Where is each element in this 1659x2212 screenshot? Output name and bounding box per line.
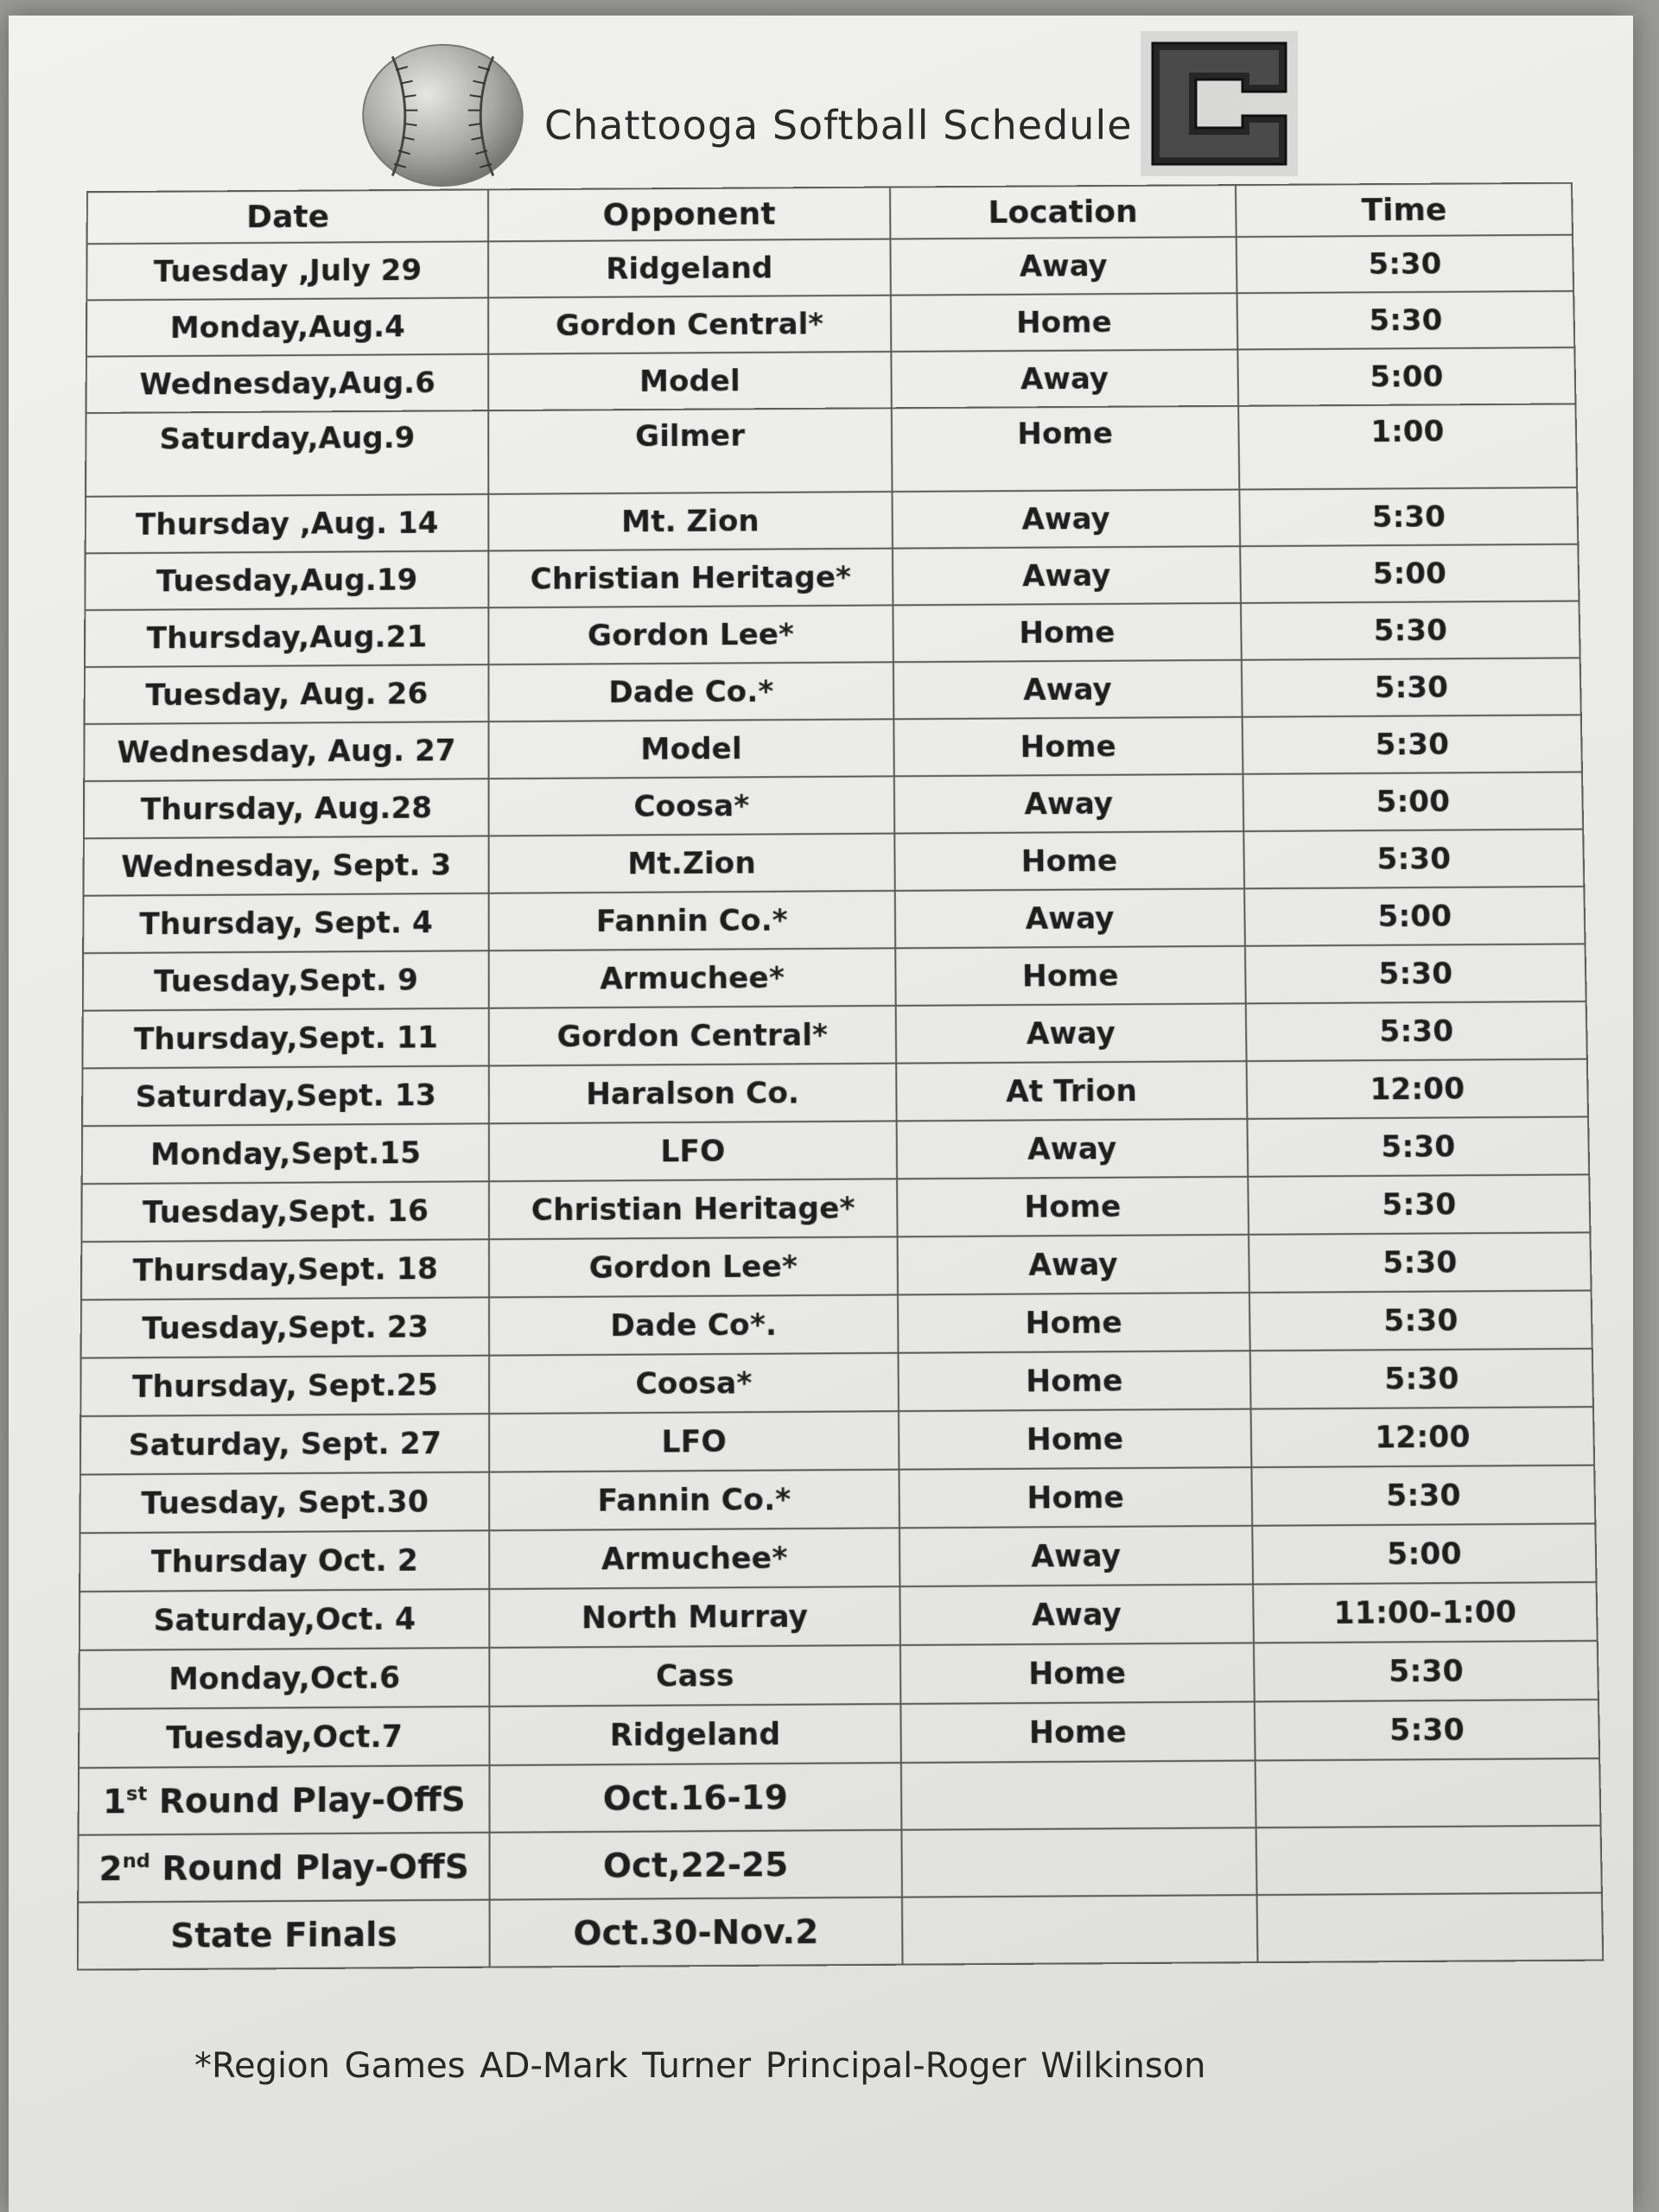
cell-date: Thursday ,Aug. 14	[86, 494, 489, 554]
cell-location: Home	[891, 293, 1238, 352]
cell-opponent: Christian Heritage*	[489, 549, 893, 608]
cell-time: 5:30	[1254, 1641, 1599, 1701]
column-header-location: Location	[890, 185, 1236, 238]
cell-location: Away	[892, 490, 1240, 549]
cell-round-dates: Oct.16-19	[490, 1763, 901, 1833]
cell-opponent: Ridgeland	[490, 1704, 901, 1765]
cell-opponent: Model	[489, 719, 894, 779]
cell-location: Away	[893, 546, 1242, 605]
cell-opponent: Coosa*	[489, 1353, 898, 1414]
footer-note: *Region Games AD-Mark Turner Principal-Roger Wilkinson	[194, 2046, 1206, 2086]
cell-time: 5:30	[1241, 601, 1580, 660]
cell-time: 5:30	[1243, 830, 1584, 889]
table-row	[86, 347, 1576, 413]
round-label: State Finals	[170, 1914, 397, 1956]
cell-location: Home	[898, 1293, 1250, 1353]
cell-location: Home	[899, 1467, 1252, 1528]
cell-location: Away	[896, 1119, 1248, 1179]
table-row	[82, 1116, 1589, 1184]
cell-location: Away	[893, 660, 1243, 719]
cell-opponent: Armuchee*	[489, 948, 895, 1007]
cell-location: Home	[900, 1643, 1255, 1704]
cell-time: 11:00-1:00	[1253, 1582, 1598, 1643]
cell-time: 5:30	[1245, 944, 1586, 1003]
cell-date: Saturday, Sept. 27	[80, 1414, 490, 1474]
cell-opponent: Mt. Zion	[489, 492, 893, 551]
cell-time: 5:00	[1237, 347, 1575, 406]
table-row	[82, 1059, 1588, 1127]
round-label: Round Play-OffS	[149, 1846, 469, 1889]
table-row	[79, 1582, 1598, 1650]
cell-date: Tuesday,Sept. 9	[83, 950, 489, 1010]
cell-opponent: Dade Co.*	[489, 662, 893, 721]
cell-opponent: LFO	[489, 1121, 897, 1181]
schedule-sheet	[9, 16, 1633, 2212]
round-suffix: st	[126, 1783, 148, 1807]
cell-opponent: North Murray	[490, 1586, 900, 1648]
table-row	[86, 235, 1573, 301]
round-number: 1	[102, 1781, 127, 1821]
cell-opponent: Haralson Co.	[489, 1064, 896, 1124]
cell-location: At Trion	[896, 1061, 1248, 1121]
cell-time: 5:30	[1237, 291, 1575, 350]
table-row	[85, 601, 1580, 668]
header	[9, 16, 1633, 180]
cell-date: Thursday,Sept. 11	[82, 1008, 489, 1069]
cell-opponent: Ridgeland	[488, 239, 890, 298]
table-row	[82, 1001, 1586, 1068]
cell-location: Home	[897, 1177, 1249, 1237]
cell-date: Tuesday,Oct.7	[79, 1707, 490, 1768]
playoff-row	[78, 1893, 1603, 1970]
cell-time: 1:00	[1238, 404, 1577, 489]
cell-date: Monday,Oct.6	[79, 1648, 489, 1709]
table-row	[85, 544, 1579, 610]
table-row	[84, 830, 1585, 896]
cell-location: Away	[890, 237, 1237, 296]
cell-opponent: Gilmer	[489, 408, 893, 494]
cell-location: Home	[898, 1351, 1251, 1411]
cell-empty	[1257, 1893, 1604, 1963]
cell-location: Away	[895, 1003, 1246, 1063]
cell-date: Wednesday,Aug.6	[86, 354, 489, 413]
round-suffix: nd	[122, 1850, 150, 1873]
cell-time: 5:30	[1249, 1291, 1592, 1351]
cell-round-dates: Oct,22-25	[490, 1830, 902, 1900]
cell-date: Wednesday, Aug. 27	[84, 721, 489, 781]
cell-opponent: Fannin Co.*	[490, 1470, 899, 1531]
cell-date: Thursday, Sept.25	[80, 1356, 489, 1416]
table-row	[83, 944, 1586, 1010]
cell-location: Home	[900, 1701, 1255, 1763]
cell-opponent: Christian Heritage*	[489, 1179, 897, 1239]
cell-date: Tuesday, Sept.30	[80, 1472, 490, 1534]
cell-opponent: Gordon Lee*	[489, 605, 893, 664]
cell-date: Saturday,Oct. 4	[79, 1589, 490, 1650]
cell-location: Home	[895, 946, 1246, 1006]
cell-time: 5:00	[1243, 772, 1584, 831]
cell-empty	[1256, 1826, 1602, 1895]
column-header-time: Time	[1236, 183, 1573, 237]
cell-time: 12:00	[1251, 1407, 1594, 1467]
cell-opponent: Gordon Central*	[488, 296, 891, 354]
cell-location: Away	[897, 1235, 1249, 1295]
cell-location: Away	[893, 774, 1243, 834]
table-row	[80, 1465, 1596, 1534]
cell-date: Thursday, Aug.28	[84, 779, 489, 838]
cell-opponent: Mt.Zion	[489, 834, 894, 893]
table-row	[79, 1641, 1598, 1709]
table-row	[81, 1232, 1592, 1300]
cell-time: 5:30	[1248, 1174, 1590, 1234]
cell-date: Thursday,Aug.21	[85, 607, 489, 667]
table-row	[80, 1407, 1594, 1474]
cell-time: 5:00	[1252, 1523, 1596, 1584]
table-row	[86, 487, 1579, 553]
cell-empty	[900, 1761, 1255, 1830]
cell-time: 5:30	[1252, 1465, 1596, 1526]
cell-time: 5:30	[1243, 715, 1582, 774]
cell-time: 5:30	[1239, 487, 1578, 546]
cell-empty	[901, 1827, 1257, 1897]
cell-opponent: Fannin Co.*	[489, 891, 895, 950]
cell-time: 5:30	[1236, 235, 1573, 293]
cell-date: Thursday,Sept. 18	[81, 1239, 489, 1300]
cell-opponent: Dade Co*.	[489, 1295, 898, 1356]
school-logo	[1141, 31, 1298, 176]
cell-location: Away	[891, 349, 1238, 408]
cell-location: Home	[894, 831, 1244, 891]
cell-empty	[1255, 1758, 1601, 1827]
cell-date: Tuesday ,July 29	[86, 241, 488, 300]
cell-location: Home	[891, 406, 1239, 492]
cell-time: 5:30	[1250, 1349, 1593, 1409]
cell-round	[78, 1833, 490, 1903]
header-row	[87, 183, 1573, 245]
page-title: Chattooga Softball Schedule	[544, 102, 1133, 149]
cell-round	[79, 1765, 490, 1835]
cell-location: Home	[893, 717, 1243, 777]
table-row	[79, 1700, 1599, 1768]
cell-date: Tuesday,Aug.19	[85, 551, 488, 611]
cell-location: Home	[893, 603, 1242, 662]
cell-time: 5:30	[1255, 1700, 1599, 1761]
cell-date: Thursday, Sept. 4	[83, 893, 489, 953]
cell-round	[78, 1900, 490, 1970]
cell-time: 5:30	[1246, 1001, 1587, 1061]
cell-date: Tuesday,Sept. 16	[81, 1181, 489, 1242]
cell-empty	[902, 1895, 1258, 1965]
cell-location: Home	[899, 1409, 1252, 1470]
cell-date: Monday,Sept.15	[82, 1123, 490, 1184]
table-row	[86, 404, 1577, 496]
table-row	[85, 658, 1581, 724]
table-row	[79, 1523, 1596, 1592]
cell-time: 5:30	[1242, 658, 1581, 716]
playoff-row	[79, 1758, 1601, 1835]
cell-location: Away	[899, 1585, 1254, 1645]
cell-time: 5:00	[1240, 544, 1579, 603]
cell-location: Away	[894, 888, 1245, 948]
schedule-table	[77, 182, 1605, 1971]
cell-time: 5:30	[1248, 1116, 1590, 1176]
cell-opponent: Model	[488, 352, 891, 410]
cell-time: 5:00	[1244, 887, 1585, 946]
cell-time: 12:00	[1247, 1059, 1588, 1119]
table-row	[80, 1349, 1593, 1416]
cell-round-dates: Oct.30-Nov.2	[490, 1897, 902, 1967]
cell-date: Wednesday, Sept. 3	[84, 836, 489, 895]
cell-date: Saturday,Sept. 13	[82, 1065, 489, 1126]
table-row	[84, 715, 1582, 781]
schedule-body	[78, 235, 1603, 1970]
table-row	[84, 772, 1583, 838]
cell-date: Tuesday,Sept. 23	[81, 1297, 490, 1357]
column-header-opponent: Opponent	[488, 188, 890, 242]
cell-opponent: Gordon Lee*	[489, 1236, 897, 1297]
table-row	[83, 887, 1585, 953]
cell-opponent: Coosa*	[489, 776, 894, 836]
cell-date: Monday,Aug.4	[86, 298, 489, 357]
table-row	[81, 1174, 1590, 1242]
table-row	[86, 291, 1574, 357]
cell-date: Tuesday, Aug. 26	[85, 664, 489, 724]
table-row	[81, 1291, 1592, 1358]
cell-date: Saturday,Aug.9	[86, 410, 489, 497]
round-label: Round Play-OffS	[147, 1778, 466, 1821]
playoff-row	[78, 1826, 1602, 1903]
cell-date: Thursday Oct. 2	[79, 1530, 489, 1592]
cell-time: 5:30	[1249, 1232, 1591, 1293]
cell-opponent: LFO	[489, 1411, 899, 1471]
cell-opponent: Cass	[490, 1645, 900, 1707]
softball-icon	[359, 41, 527, 188]
cell-location: Away	[899, 1526, 1254, 1586]
cell-opponent: Gordon Central*	[489, 1006, 896, 1066]
column-header-date: Date	[87, 189, 489, 244]
cell-opponent: Armuchee*	[490, 1528, 899, 1589]
round-number: 2	[99, 1848, 123, 1889]
